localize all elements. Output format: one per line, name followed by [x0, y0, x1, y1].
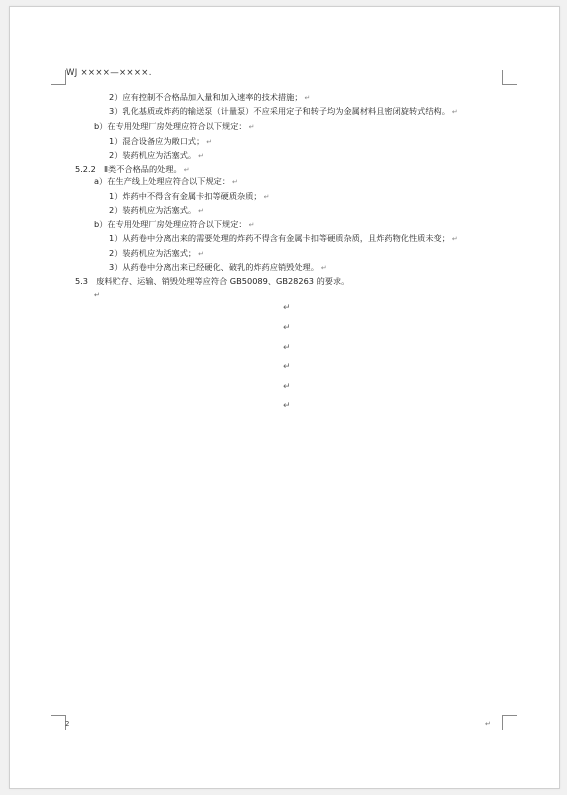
- paragraph-mark-icon: ↵: [248, 221, 255, 229]
- paragraph-mark-icon: ↵: [283, 303, 291, 313]
- body-line[interactable]: 3）从药卷中分离出来已经硬化、破乳的炸药应销毁处理。 ↵: [109, 262, 327, 272]
- body-line[interactable]: 2）装药机应为活塞式。 ↵: [109, 150, 204, 160]
- body-line[interactable]: 3）乳化基质或炸药的输送泵（计量泵）不应采用定子和转子均为金属材料且密闭旋转式结构。 ↵: [109, 106, 458, 116]
- body-line[interactable]: 2）应有控制不合格品加入量和加入速率的技术措施； ↵: [109, 92, 311, 102]
- paragraph-mark-icon: ↵: [304, 94, 311, 102]
- paragraph-mark-icon: ↵: [94, 291, 100, 299]
- body-line[interactable]: b）在专用处理厂房处理应符合以下规定： ↵: [94, 219, 255, 229]
- section-heading[interactable]: 5.2.2 Ⅱ类不合格品的处理。 ↵: [75, 164, 190, 174]
- body-line[interactable]: b）在专用处理厂房处理应符合以下规定： ↵: [94, 121, 255, 131]
- body-line[interactable]: 1）混合设备应为敞口式； ↵: [109, 136, 213, 146]
- document-page: [9, 6, 560, 789]
- paragraph-mark-icon: ↵: [283, 323, 291, 333]
- paragraph-mark-icon: ↵: [451, 235, 458, 243]
- paragraph-mark-icon: ↵: [451, 108, 458, 116]
- section-heading[interactable]: 5.3 废料贮存、运输、销毁处理等应符合 GB50089、GB28263 的要求。: [75, 276, 350, 286]
- paragraph-mark-icon: ↵: [320, 264, 327, 272]
- paragraph-mark-icon: ↵: [283, 382, 291, 392]
- crop-mark-bottom-left: [51, 715, 66, 730]
- body-line[interactable]: 2）装药机应为活塞式。 ↵: [109, 205, 204, 215]
- paragraph-mark-icon: ↵: [263, 193, 270, 201]
- body-line[interactable]: a）在生产线上处理应符合以下规定： ↵: [94, 176, 238, 186]
- page-number: 2: [65, 720, 70, 728]
- crop-mark-top-left: [51, 70, 66, 85]
- paragraph-mark-icon: ↵: [198, 152, 204, 160]
- paragraph-mark-icon: ↵: [198, 207, 204, 215]
- paragraph-mark-icon: ↵: [485, 720, 491, 728]
- paragraph-mark-icon: ↵: [283, 362, 291, 372]
- paragraph-mark-icon: ↵: [206, 138, 213, 146]
- paragraph-mark-icon: ↵: [248, 123, 255, 131]
- paragraph-mark-icon: ↵: [283, 401, 291, 411]
- paragraph-mark-icon: ↵: [283, 343, 291, 353]
- body-line[interactable]: 1）炸药中不得含有金属卡扣等硬质杂质； ↵: [109, 191, 270, 201]
- paragraph-mark-icon: ↵: [198, 250, 204, 258]
- crop-mark-bottom-right: [502, 715, 517, 730]
- crop-mark-top-right: [502, 70, 517, 85]
- paragraph-mark-icon: ↵: [183, 166, 190, 174]
- body-line[interactable]: 1）从药卷中分离出来的需要处理的炸药不得含有金属卡扣等硬质杂质，且炸药物化性质未变； ↵: [109, 233, 458, 243]
- body-line[interactable]: 2）装药机应为活塞式； ↵: [109, 248, 204, 258]
- paragraph-mark-icon: ↵: [232, 178, 238, 186]
- page-header: WJ ××××—××××.: [66, 68, 152, 78]
